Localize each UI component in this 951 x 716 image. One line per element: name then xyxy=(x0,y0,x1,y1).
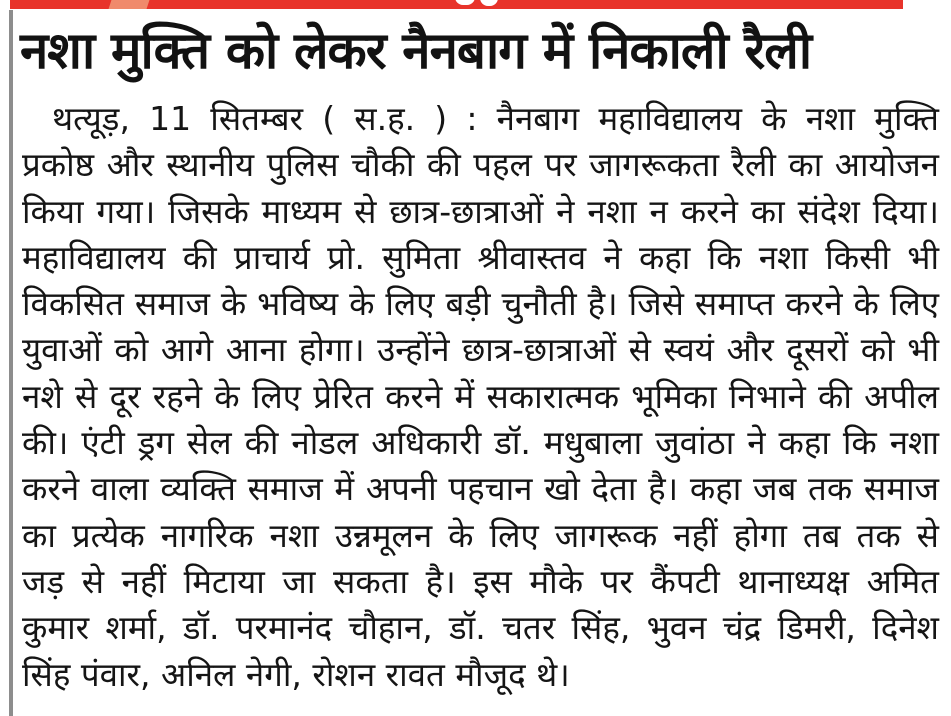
article-line: विकसित समाज के भविष्य के लिए बड़ी चुनौती है। जिसे समाप्त करने के लिए xyxy=(22,284,939,324)
article-line: नशे से दूर रहने के लिए प्रेरित करने में सकारात्मक भूमिका निभाने की अपील xyxy=(22,376,939,416)
article-line: कुमार शर्मा, डॉ. परमानंद चौहान, डॉ. चतर सिंह, भुवन चंद्र डिमरी, दिनेश xyxy=(22,608,939,648)
article-line: थत्यूड़, 11 सितम्बर ( स.ह. ) : नैनबाग महाविद्यालय के नशा मुक्ति xyxy=(52,99,939,138)
article-line: प्रकोष्ठ और स्थानीय पुलिस चौकी की पहल पर जागरूकता रैली का आयोजन xyxy=(22,145,939,185)
masthead-glyph-fragment xyxy=(455,0,475,5)
article-line: किया गया। जिसके माध्यम से छात्र-छात्राओं ने नशा न करने का संदेश दिया। xyxy=(22,191,939,231)
column-rule xyxy=(9,10,13,716)
article-headline: नशा मुक्ति को लेकर नैनबाग में निकाली रैली xyxy=(20,22,812,81)
article-line: का प्रत्येक नागरिक नशा उन्नमूलन के लिए जागरूक नहीं होगा तब तक से xyxy=(22,515,939,555)
article-line: जड़ से नहीं मिटाया जा सकता है। इस मौके पर कैंपटी थानाध्यक्ष अमित xyxy=(22,561,939,601)
article-line: सिंह पंवार, अनिल नेगी, रोशन रावत मौजूद थे। xyxy=(22,654,570,694)
masthead-bar xyxy=(10,0,903,9)
article-line: करने वाला व्यक्ति समाज में अपनी पहचान खो देता है। कहा जब तक समाज xyxy=(22,469,939,509)
article-line: युवाओं को आगे आना होगा। उन्होंने छात्र-छात्राओं से स्वयं और दूसरों को भी xyxy=(22,330,939,370)
masthead-accent-segment xyxy=(109,0,150,9)
article-line: महाविद्यालय की प्राचार्य प्रो. सुमिता श्रीवास्तव ने कहा कि नशा किसी भी xyxy=(22,237,939,277)
masthead-glyph-fragment xyxy=(480,0,498,6)
article-line: की। एंटी ड्रग सेल की नोडल अधिकारी डॉ. मधुबाला जुवांठा ने कहा कि नशा xyxy=(22,423,939,463)
article-body xyxy=(22,96,939,698)
